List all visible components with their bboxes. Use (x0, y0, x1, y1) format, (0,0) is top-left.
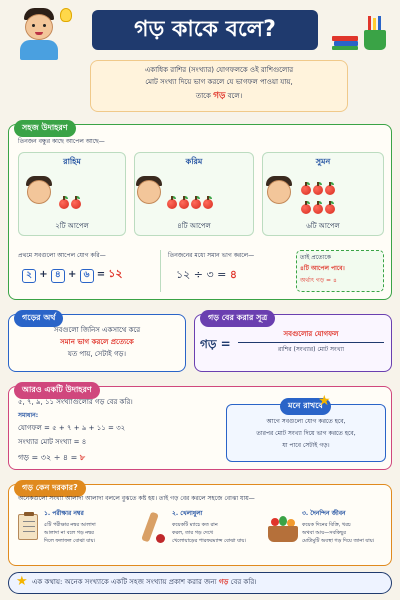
person-name: রাহিম (63, 157, 81, 166)
solution-line2: সংখ্যার মোট সংখ্যা = ৪ (18, 438, 87, 446)
remember-header: মনে রাখবে (280, 398, 331, 415)
step1-label: প্রথমে সবগুলো আপেল যোগ করি— (18, 252, 106, 259)
why-item-desc (44, 521, 132, 545)
division-expression: ১২ ÷ ৩ = (176, 268, 227, 281)
plus-sign: + (39, 269, 48, 280)
remember-line3: যা পাবে সেটাই গড়। (282, 442, 330, 449)
solution-line3 (18, 452, 85, 463)
why-item-desc-line: কয়েক দিনের বিক্রি, খরচ (302, 522, 351, 528)
summary-post: বের করি। (228, 578, 257, 586)
solution-result: ৮ (79, 453, 86, 462)
why-item-title: ৩. দৈনন্দিন জীবন (302, 510, 346, 517)
meaning-line1: সবগুলো জিনিস একসাথে করে (53, 326, 141, 334)
why-item-title: ২. খেলাধুলা (172, 510, 203, 517)
apple-icon (325, 204, 335, 214)
avatar (266, 176, 292, 206)
solution-label: সমাধান: (18, 412, 39, 419)
formula-numerator: সবগুলোর যোগফল (283, 330, 339, 338)
apple-group (300, 180, 380, 218)
why-item-desc (172, 521, 260, 545)
apple-group (58, 194, 82, 213)
why-item-title: ১. পরীক্ষার নম্বর (44, 510, 84, 517)
page-title: গড় কাকে বলে? (134, 17, 276, 42)
sum-term: ৪ (51, 269, 65, 283)
clipboard-icon (18, 514, 38, 540)
person-count: ৬টি আপেল (306, 222, 340, 230)
result-note-line1: তাই প্রত্যেকে (300, 254, 332, 261)
why-item-desc-line: মোটামুটি অবস্থা গড় দিয়ে জানা যায়। (302, 538, 375, 544)
sum-term: ২ (22, 269, 36, 283)
division-equation (176, 268, 237, 282)
formula-header: গড় বের করার সূত্র (200, 310, 275, 327)
why-item-desc-line: কয়েকটি ম্যাচে কত রান (172, 522, 218, 528)
why-header: গড় কেন দরকার? (14, 480, 86, 497)
definition-line3 (90, 92, 348, 101)
definition-line1: একাধিক রাশির (সংখ্যার) যোগফলকে ওই রাশিগুলোর (144, 66, 294, 74)
why-item-desc (302, 521, 388, 545)
equals-sign: = (96, 269, 106, 280)
avatar (26, 176, 52, 206)
apple-icon (71, 199, 81, 209)
division-result: ৪ (229, 268, 238, 281)
apple-icon (301, 185, 311, 195)
person-name: করিম (185, 157, 203, 166)
apple-icon (167, 199, 177, 209)
formula-denominator: রাশির (সংখ্যার) মোট সংখ্যা (277, 346, 345, 353)
apple-icon (59, 199, 69, 209)
meaning-line2: সমান ভাগ করলে প্রত্যেকে (60, 338, 134, 346)
why-item-desc-line: আলাদা না বলে গড় নম্বর (44, 530, 94, 536)
summary-keyword: গড় (218, 578, 229, 586)
meaning-line3: যত পায়, সেটাই গড়। (67, 350, 127, 358)
person-name: সুমন (315, 157, 331, 166)
solution-line1: যোগফল = ৫ + ৭ + ৯ + ১১ = ৩২ (18, 424, 126, 432)
step2-label: তিনজনের মধ্যে সমান ভাগ করলে— (168, 252, 255, 259)
person-count: ৪টি আপেল (177, 222, 211, 230)
apple-group (166, 194, 214, 213)
apple-icon (191, 199, 201, 209)
remember-line1: আগে সবগুলো যোগ করতে হবে, (266, 418, 346, 425)
another-example-header: আরও একটি উদাহরণ (14, 382, 100, 399)
vegetable-basket-icon (268, 518, 298, 544)
why-item-desc-line: দিলে ফলাফল বোঝা যায়। (44, 538, 96, 544)
simple-example-header: সহজ উদাহরণ (14, 120, 76, 137)
remember-line2: তারপর মোট সংখ্যা দিয়ে ভাগ করতে হবে, (256, 430, 356, 437)
solution-line3-pre: গড় = ৩২ ÷ ৪ = (18, 453, 80, 462)
star-icon: ★ (318, 393, 331, 409)
books-icon (332, 36, 358, 50)
fraction-bar (238, 342, 384, 343)
definition-keyword: গড় (213, 91, 226, 101)
summary-text (32, 578, 388, 587)
avatar (136, 176, 162, 206)
sum-result: ১২ (108, 267, 123, 280)
apple-icon (325, 185, 335, 195)
plus-sign: + (67, 269, 77, 280)
result-note-line2: ৪টি আপেল পাবে। (300, 265, 345, 272)
sum-term: ৬ (80, 269, 94, 283)
meaning-header: গড়ের অর্থ (14, 310, 63, 327)
why-intro: অনেকগুলো সংখ্যা আলাদা আলাদা বললে বুঝতে কষ্ট হয়। তাই গড় বের করলে সহজে বোঝা যায়— (18, 495, 255, 502)
apple-icon (313, 185, 323, 195)
person-count: ২টি আপেল (55, 222, 89, 230)
pencil-cup-icon (364, 16, 386, 50)
summary-pre: এক কথায়: অনেক সংখ্যাকে একটি সহজ সংখ্যায় প্রকাশ করার জন্য (32, 578, 219, 586)
boy-illustration (14, 6, 64, 61)
formula-lhs: গড় = (200, 337, 231, 351)
simple-example-intro: তিনজন বন্ধুর কাছে আপেল আছে— (18, 138, 105, 145)
apple-icon (313, 204, 323, 214)
why-item-desc-line: ৫টি পরীক্ষার নম্বর আলাদা (44, 522, 96, 528)
sum-equation (22, 266, 123, 283)
definition-line3-pre: তাকে (195, 92, 214, 100)
step-divider (160, 250, 161, 292)
apple-icon (203, 199, 213, 209)
cricket-ball-icon (156, 534, 165, 543)
problem-statement: ৫, ৭, ৯, ১১ সংখ্যাগুলোর গড় বের করি। (18, 398, 133, 406)
apple-icon (179, 199, 189, 209)
apple-icon (301, 204, 311, 214)
result-note-line3: অর্থাৎ গড় = ৪ (300, 277, 337, 284)
why-item-desc-line: করল, তার গড় দেখে (172, 530, 214, 536)
why-item-desc-line: খেলোয়াড়ের পারফরম্যান্স বোঝা যায়। (172, 538, 247, 544)
definition-line2: মোট সংখ্যা দিয়ে ভাগ করলে যে ভাগফল পাওয়া যায়, (145, 78, 293, 86)
definition-line3-post: বলে। (225, 92, 243, 100)
star-icon: ★ (16, 574, 28, 589)
why-item-desc-line: অথবা আয়—সবকিছুর (302, 530, 346, 536)
lightbulb-icon (60, 8, 72, 22)
